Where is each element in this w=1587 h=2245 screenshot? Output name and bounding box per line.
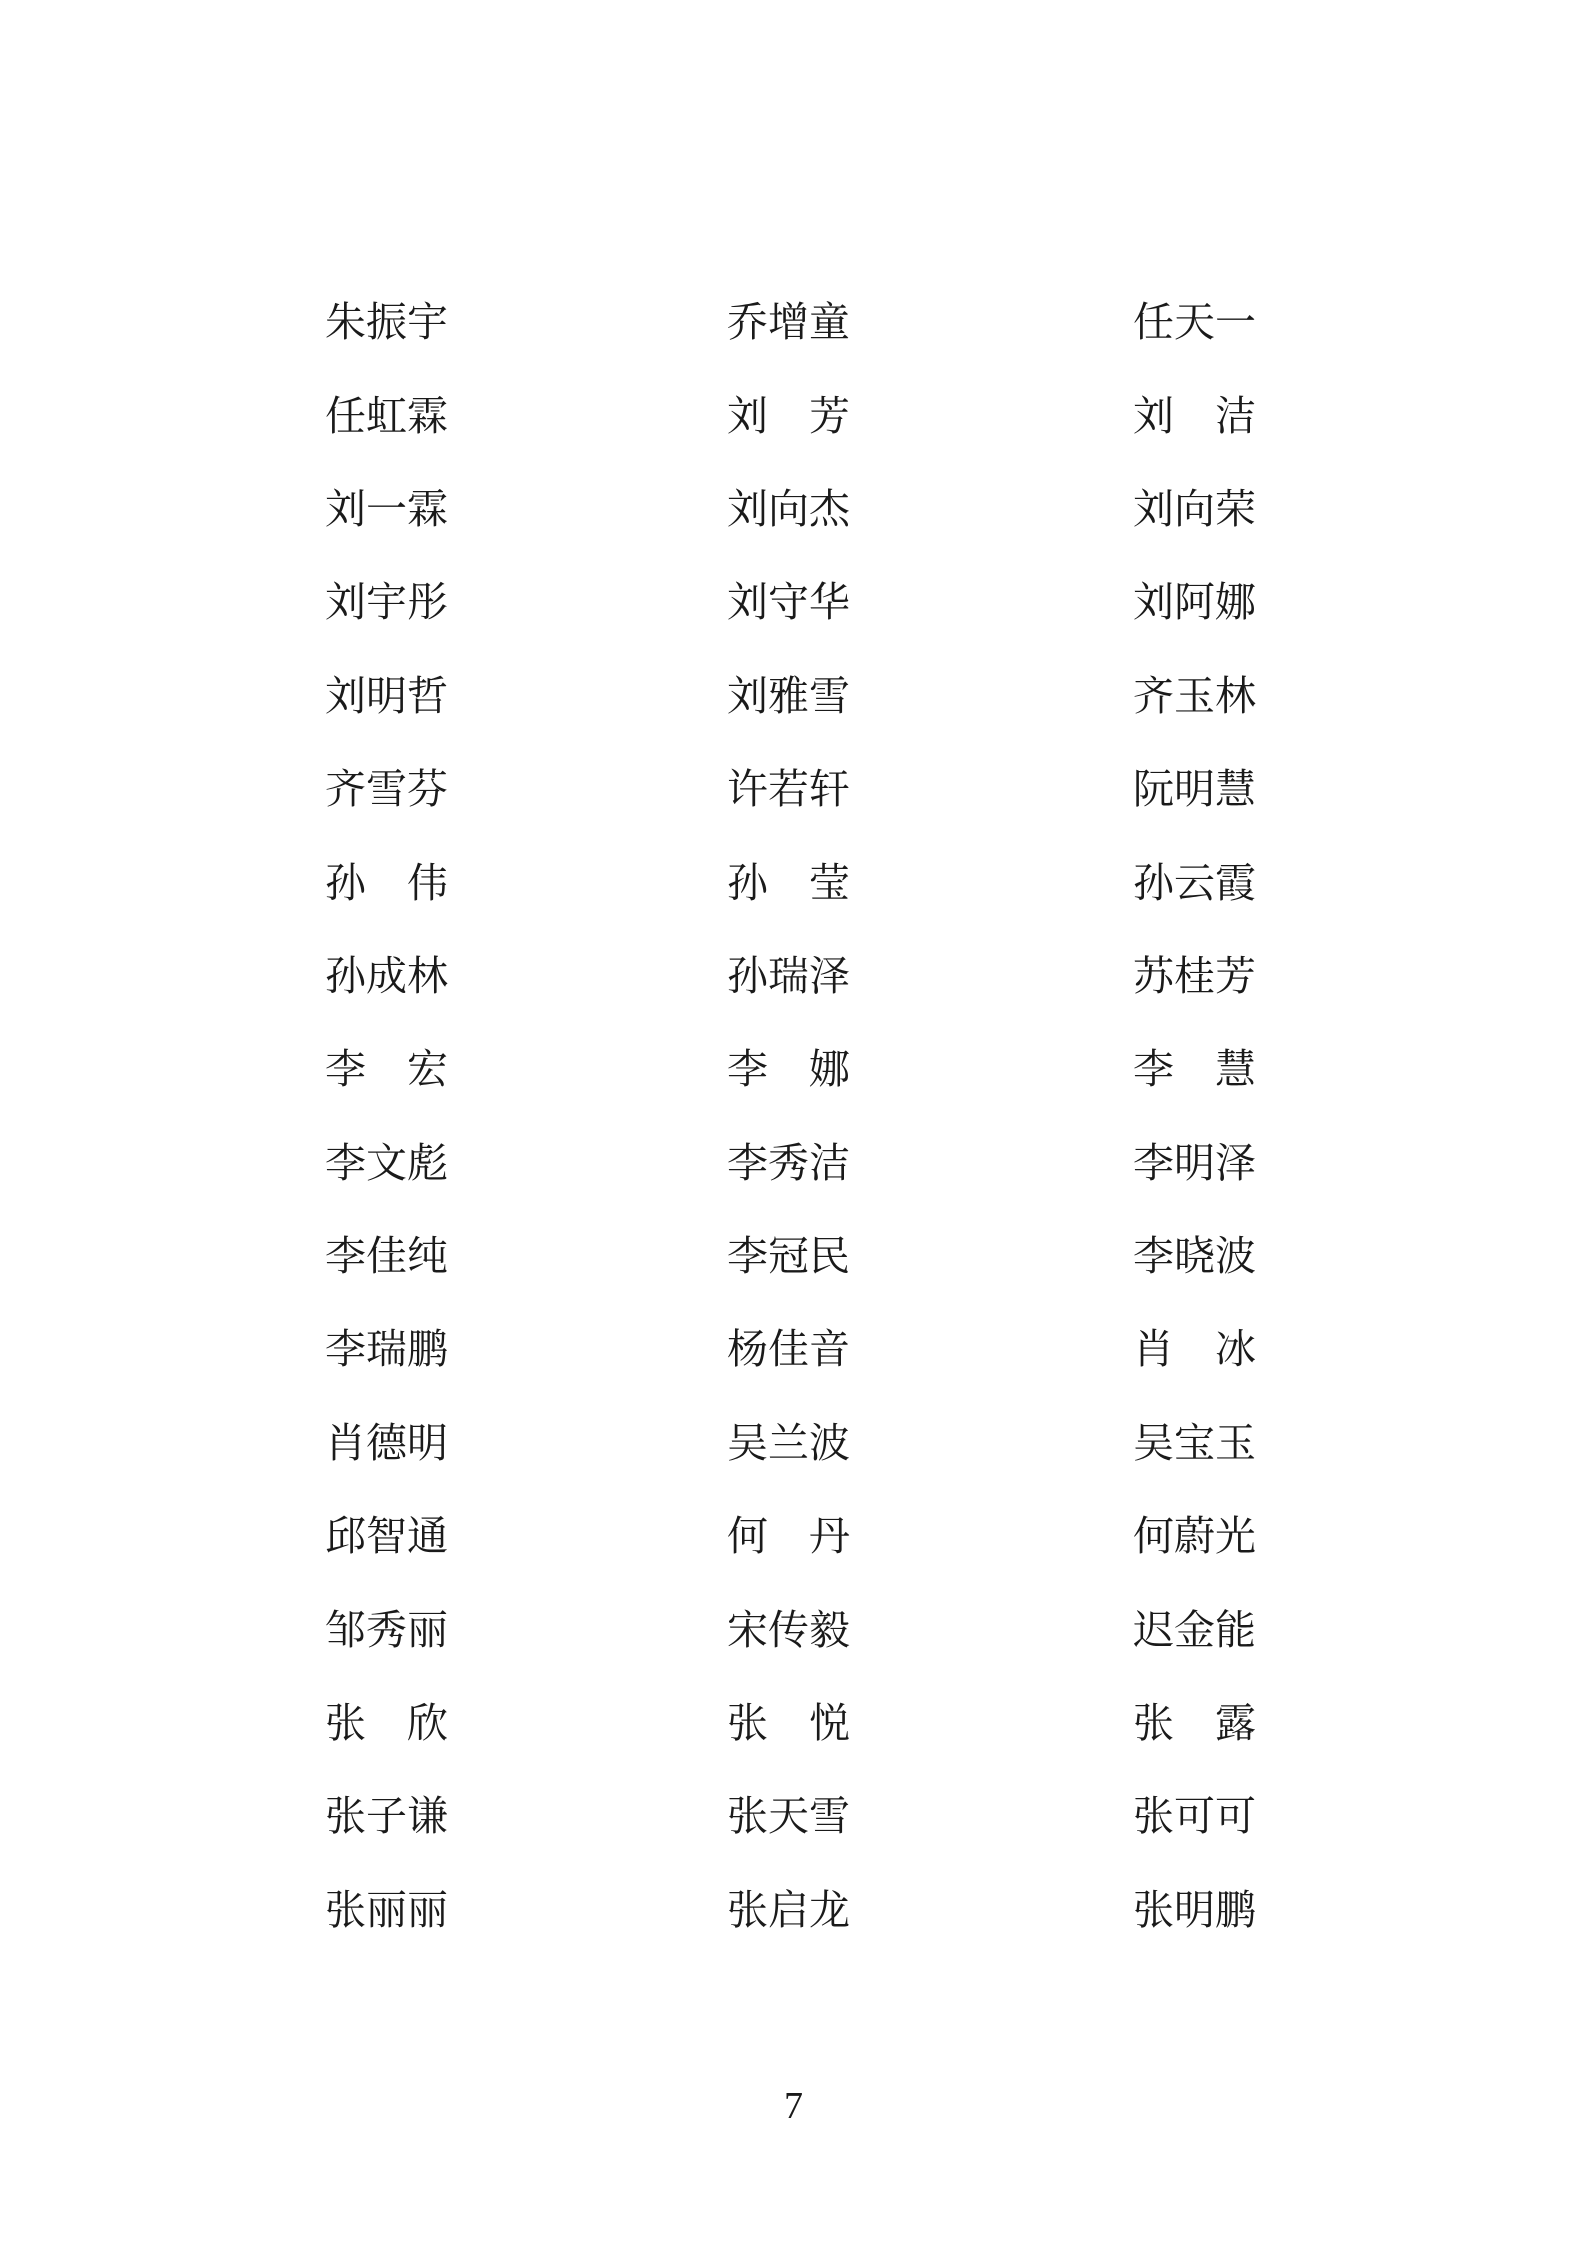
- name-item: 任虹霖: [325, 392, 448, 439]
- name-item: 肖德明: [325, 1419, 448, 1466]
- name-item: 迟金能: [1133, 1606, 1256, 1653]
- name-item: 李明泽: [1133, 1139, 1256, 1186]
- name-column-left: [325, 276, 448, 1957]
- name-item: 李 宏: [325, 1046, 448, 1093]
- name-item: 张可可: [1133, 1793, 1256, 1840]
- name-item: 刘向杰: [727, 485, 850, 532]
- name-item: 刘守华: [727, 579, 850, 626]
- name-item: 刘明哲: [325, 672, 448, 719]
- name-item: 李秀洁: [727, 1139, 850, 1186]
- name-item: 宋传毅: [727, 1606, 850, 1653]
- name-item: 张 欣: [325, 1700, 448, 1747]
- name-item: 李瑞鹏: [325, 1326, 448, 1373]
- name-column-center: [727, 276, 850, 1957]
- name-item: 刘 洁: [1133, 392, 1256, 439]
- name-item: 孙 伟: [325, 859, 448, 906]
- name-column-right: [1133, 276, 1256, 1957]
- names-grid: [0, 276, 1587, 1958]
- name-item: 张丽丽: [325, 1886, 448, 1933]
- name-item: 孙云霞: [1133, 859, 1256, 906]
- name-item: 张明鹏: [1133, 1886, 1256, 1933]
- name-item: 张天雪: [727, 1793, 850, 1840]
- name-item: 李晓波: [1133, 1233, 1256, 1280]
- name-item: 李 慧: [1133, 1046, 1256, 1093]
- name-item: 齐玉林: [1133, 672, 1256, 719]
- name-item: 张 悦: [727, 1700, 850, 1747]
- name-item: 乔增童: [727, 299, 850, 346]
- name-item: 李文彪: [325, 1139, 448, 1186]
- name-item: 邱智通: [325, 1513, 448, 1560]
- name-item: 张启龙: [727, 1886, 850, 1933]
- name-item: 朱振宇: [325, 299, 448, 346]
- name-item: 李佳纯: [325, 1233, 448, 1280]
- name-item: 孙 莹: [727, 859, 850, 906]
- name-item: 孙瑞泽: [727, 952, 850, 999]
- name-item: 刘宇彤: [325, 579, 448, 626]
- name-item: 李 娜: [727, 1046, 850, 1093]
- name-item: 李冠民: [727, 1233, 850, 1280]
- name-item: 肖 冰: [1133, 1326, 1256, 1373]
- name-item: 吴兰波: [727, 1419, 850, 1466]
- name-item: 许若轩: [727, 766, 850, 813]
- name-item: 刘雅雪: [727, 672, 850, 719]
- name-item: 刘一霖: [325, 485, 448, 532]
- name-item: 齐雪芬: [325, 766, 448, 813]
- name-item: 阮明慧: [1133, 766, 1256, 813]
- name-item: 何蔚光: [1133, 1513, 1256, 1560]
- name-item: 杨佳音: [727, 1326, 850, 1373]
- name-item: 苏桂芳: [1133, 952, 1256, 999]
- name-item: 刘向荣: [1133, 485, 1256, 532]
- name-item: 孙成林: [325, 952, 448, 999]
- page-number: 7: [784, 2085, 803, 2127]
- name-item: 张子谦: [325, 1793, 448, 1840]
- name-item: 何 丹: [727, 1513, 850, 1560]
- name-item: 刘阿娜: [1133, 579, 1256, 626]
- name-item: 任天一: [1133, 299, 1256, 346]
- name-item: 刘 芳: [727, 392, 850, 439]
- name-item: 吴宝玉: [1133, 1419, 1256, 1466]
- name-item: 邹秀丽: [325, 1606, 448, 1653]
- name-item: 张 露: [1133, 1700, 1256, 1747]
